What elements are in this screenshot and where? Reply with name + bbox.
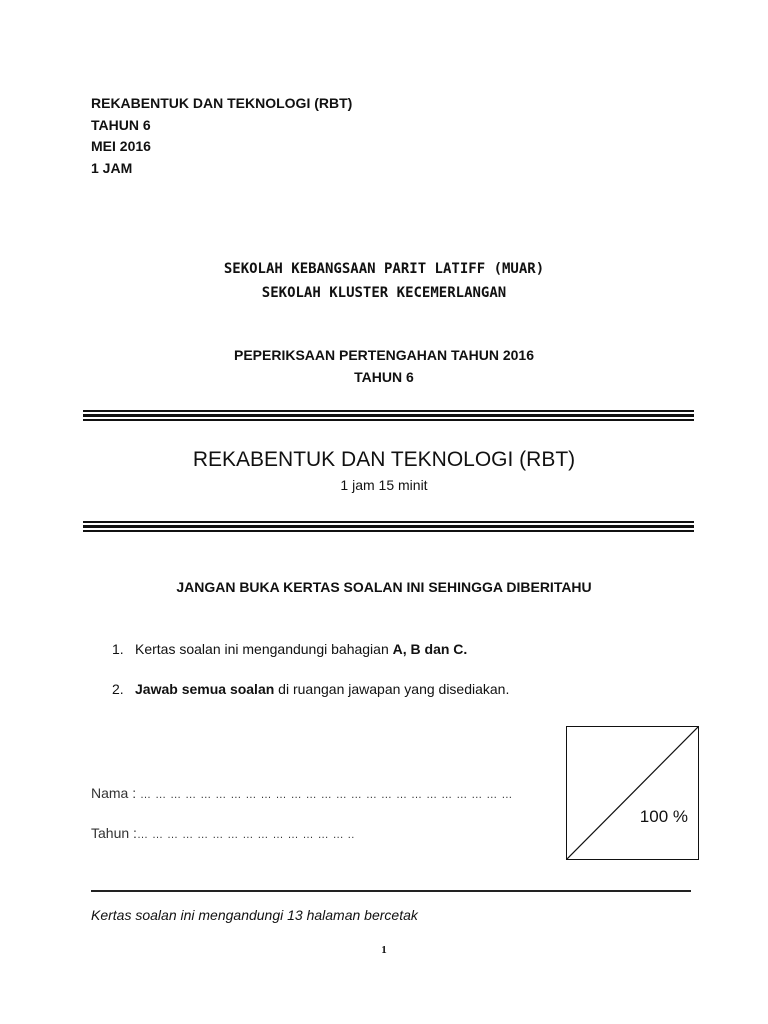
header-year: TAHUN 6 <box>91 116 151 133</box>
instruction-text: di ruangan jawapan yang disediakan. <box>274 681 510 697</box>
instruction-emphasis: Jawab semua soalan <box>135 681 275 697</box>
score-total: 100 % <box>639 807 688 826</box>
exam-block <box>0 344 768 388</box>
name-label: Nama : <box>91 785 137 801</box>
paper-header <box>91 93 352 179</box>
triple-rule-top <box>83 410 694 421</box>
instruction-item <box>112 640 467 658</box>
school-status: SEKOLAH KLUSTER KECEMERLANGAN <box>261 285 507 301</box>
exam-year: TAHUN 6 <box>354 369 414 385</box>
warning-text: JANGAN BUKA KERTAS SOALAN INI SEHINGGA DIBERITAHU <box>176 579 592 595</box>
year-dotted-line[interactable]: … … … … … … … … … … … … … … .. <box>136 829 355 841</box>
header-date: MEI 2016 <box>91 138 151 154</box>
score-box <box>566 726 699 860</box>
year-field[interactable] <box>91 824 355 844</box>
instruction-emphasis: A, B dan C. <box>392 641 468 657</box>
school-block <box>0 257 768 305</box>
triple-rule-bottom <box>83 521 694 532</box>
footer-note: Kertas soalan ini mengandungi 13 halaman bercetak <box>91 907 418 923</box>
exam-title: PEPERIKSAAN PERTENGAHAN TAHUN 2016 <box>233 347 534 363</box>
year-label: Tahun : <box>91 825 137 841</box>
instruction-number: 1. <box>112 641 124 657</box>
page-number: 1 <box>381 944 387 956</box>
school-name: SEKOLAH KEBANGSAAN PARIT LATIFF (MUAR) <box>223 261 545 277</box>
name-field[interactable] <box>91 784 513 804</box>
paper-subject: REKABENTUK DAN TEKNOLOGI (RBT) <box>192 448 576 471</box>
footer-divider <box>91 890 691 892</box>
instruction-item <box>112 680 509 698</box>
instruction-number: 2. <box>112 681 124 697</box>
name-dotted-line[interactable]: … … … … … … … … … … … … … … … … … … … … … … … … … <box>140 789 513 801</box>
header-duration: 1 JAM <box>91 159 133 176</box>
paper-duration: 1 jam 15 minit <box>340 477 428 493</box>
instruction-text: Kertas soalan ini mengandungi bahagian <box>135 641 393 657</box>
score-diagonal <box>567 727 698 859</box>
header-subject: REKABENTUK DAN TEKNOLOGI (RBT) <box>91 95 353 111</box>
